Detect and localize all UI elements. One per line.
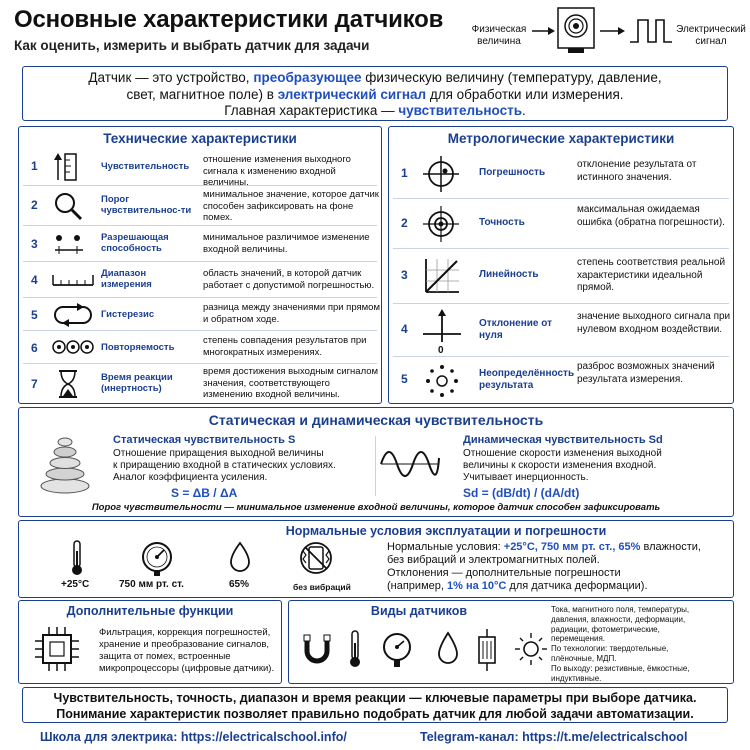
school-link[interactable]: Школа для электрика: https://electricalschool.info/: [40, 730, 347, 744]
strain-gauge-icon: [475, 629, 499, 671]
thermometer-icon: [69, 539, 85, 577]
sensitivity-title: Статическая и динамическая чувствительность: [208, 412, 544, 428]
range-scale-icon: [51, 272, 95, 288]
metrological-panel: [388, 126, 734, 404]
dynamic-line-2: величины к скорости изменения входной.: [463, 460, 657, 471]
conversion-diagram: [466, 4, 750, 58]
types-title: Виды датчиков: [370, 604, 468, 618]
metrological-title: Метрологические характеристики: [447, 131, 675, 146]
intro-line-1: Датчик — это устройство, преобразующее физическую величину (температуру, давление,: [88, 70, 662, 85]
intro-line-2: свет, магнитное поле) в электрический сигнал для обработки или измерения.: [126, 86, 624, 102]
conditions-panel: [18, 520, 734, 598]
list-item: 5 Гистерезис разница между значениями при прямом и обратном ходе.: [23, 298, 377, 331]
three-circles-icon: [51, 339, 95, 355]
functions-title: Дополнительные функции: [66, 604, 234, 618]
technical-list: [19, 149, 381, 401]
no-vibration-icon: [299, 541, 333, 575]
ruler-gauge-icon: [53, 152, 79, 182]
crosshair-icon: [421, 154, 461, 194]
dynamic-title: Динамическая чувствительность Sd: [463, 434, 663, 446]
stacked-stones-icon: [39, 436, 91, 494]
list-item: 1 Чувствительность отношение изменения выходного сигнала к изменению входной величины.: [23, 149, 377, 186]
humidity-label: 65%: [229, 579, 250, 590]
divider: [375, 436, 376, 496]
header: [0, 0, 750, 62]
list-item: 6 Повторяемость степень совпадения результатов при многократных измерениях.: [23, 331, 377, 364]
conditions-title: Нормальные условия эксплуатации и погрешности: [285, 524, 607, 538]
dynamic-formula: Sd = (dB/dt) / (dA/dt): [463, 486, 580, 500]
linear-graph-icon: [423, 257, 461, 295]
summary-line-2: Понимание характеристик позволяет правильно подобрать датчик для любой задачи автоматизации.: [56, 707, 694, 721]
sine-wave-icon: [379, 444, 441, 484]
types-line-3: радиации, фотометрические,: [551, 624, 660, 634]
sensitivity-panel: [18, 407, 734, 517]
metrological-list: [389, 149, 733, 401]
output-label: Электрический сигнал: [676, 24, 746, 47]
functions-line-3: защита от помех, встроенные: [99, 651, 231, 662]
drop-icon: [435, 631, 461, 667]
magnet-icon: [299, 633, 335, 669]
conditions-line-1: Нормальные условия: +25°C, 750 мм рт. ст., 65% влажности,: [387, 541, 701, 553]
conditions-line-4: (например, 1% на 10°C для датчика деформации).: [387, 580, 648, 592]
light-sun-icon: [513, 631, 549, 667]
functions-line-1: Фильтрация, коррекция погрешностей,: [99, 627, 271, 638]
page-subtitle: Как оценить, измерить и выбрать датчик для задачи: [14, 38, 370, 53]
telegram-link[interactable]: Telegram-канал: https://t.me/electricalschool: [420, 730, 688, 744]
functions-panel: [18, 600, 282, 684]
sensor-icon: [528, 4, 678, 58]
functions-line-4: микропроцессоры (цифровые датчики).: [99, 663, 275, 674]
dynamic-line-1: Отношение скорости изменения выходной: [463, 448, 662, 459]
list-item: 1 Погрешность отклонение результата от истинного значения.: [393, 149, 729, 199]
types-line-7: По выходу: резистивные, ёмкостные,: [551, 663, 690, 673]
uncertainty-icon: [423, 362, 461, 400]
static-line-1: Отношение приращения выходной величины: [113, 448, 324, 459]
list-item: 5 Неопределённость результата разброс возможных значений результата измерения.: [393, 357, 729, 405]
pressure-gauge-icon: [137, 541, 177, 577]
types-line-1: Тока, магнитного поля, температуры,: [551, 605, 690, 614]
types-line-8: индуктивные.: [551, 673, 602, 683]
threshold-note: Порог чувствительности — минимальное изменение входной величины, которое датчик способен зафиксировать: [91, 502, 661, 513]
list-item: 2 Точность максимальная ожидаемая ошибка (обратна погрешности).: [393, 199, 729, 249]
manometer-icon: [379, 631, 415, 669]
static-formula: S = ΔB / ΔA: [171, 486, 238, 500]
static-line-3: Аналог коэффициента усиления.: [113, 472, 268, 483]
zero-label: 0: [438, 345, 444, 354]
list-item: 4 0 Отклонение от нуля значение выходного сигнала при нулевом входном воздействии.: [393, 304, 729, 357]
microchip-icon: [33, 625, 81, 673]
footer: [0, 725, 750, 750]
static-title: Статическая чувствительность S: [113, 434, 296, 446]
static-line-2: к приращению входной в статических условиях.: [113, 460, 336, 471]
technical-panel: [18, 126, 382, 404]
thermometer-small-icon: [347, 629, 363, 669]
summary-box: [22, 687, 728, 723]
technical-title: Технические характеристики: [103, 131, 297, 146]
target-icon: [421, 204, 461, 244]
humidity-drop-icon: [227, 541, 253, 575]
input-label: Физическая величина: [471, 24, 527, 47]
list-item: 2 Порог чувствительнос-ти минимальное значение, которое датчик способен зафиксировать на фоне помех.: [23, 186, 377, 226]
types-line-5: По технологии: твердотельные,: [551, 644, 669, 654]
zero-offset-icon: [421, 308, 463, 354]
dots-resolution-icon: [53, 232, 85, 256]
intro-line-3: Главная характеристика — чувствительность.: [224, 103, 526, 118]
functions-line-2: хранение и преобразование сигналов,: [99, 639, 270, 650]
list-item: 7 Время реакции (инертность) время достижения выходным сигналом значения, соответствующего изменению входной величины.: [31, 366, 379, 400]
intro-box: [22, 66, 728, 121]
temperature-label: +25°C: [61, 579, 90, 590]
pressure-label: 750 мм рт. ст.: [119, 579, 184, 590]
loop-arrows-icon: [51, 303, 95, 327]
list-item: 3 Линейность степень соответствия реальной характеристики идеальной прямой.: [393, 249, 729, 304]
vibration-label: без вибраций: [293, 582, 351, 592]
types-panel: [288, 600, 734, 684]
page-title: Основные характеристики датчиков: [14, 6, 444, 33]
list-item: 4 Диапазон измерения область значений, в которой датчик работает с допустимой погрешностью.: [23, 262, 377, 298]
summary-line-1: Чувствительность, точность, диапазон и время реакции — ключевые параметры при выборе датчика.: [53, 691, 697, 705]
magnifier-icon: [53, 191, 83, 221]
types-line-4: перемещения.: [551, 634, 606, 644]
list-item: 3 Разрешающая способность минимальное различимое изменение входной величины.: [23, 226, 377, 262]
types-list: [551, 605, 731, 683]
hourglass-icon: [57, 369, 79, 399]
conditions-line-2: без вибраций и электромагнитных полей.: [387, 554, 600, 566]
types-line-6: плёночные, МДП.: [551, 653, 617, 663]
types-line-2: давления, влажности, деформации,: [551, 614, 686, 624]
conditions-line-3: Отклонения — дополнительные погрешности: [387, 567, 621, 579]
dynamic-line-3: Учитывает инерционность.: [463, 472, 589, 483]
